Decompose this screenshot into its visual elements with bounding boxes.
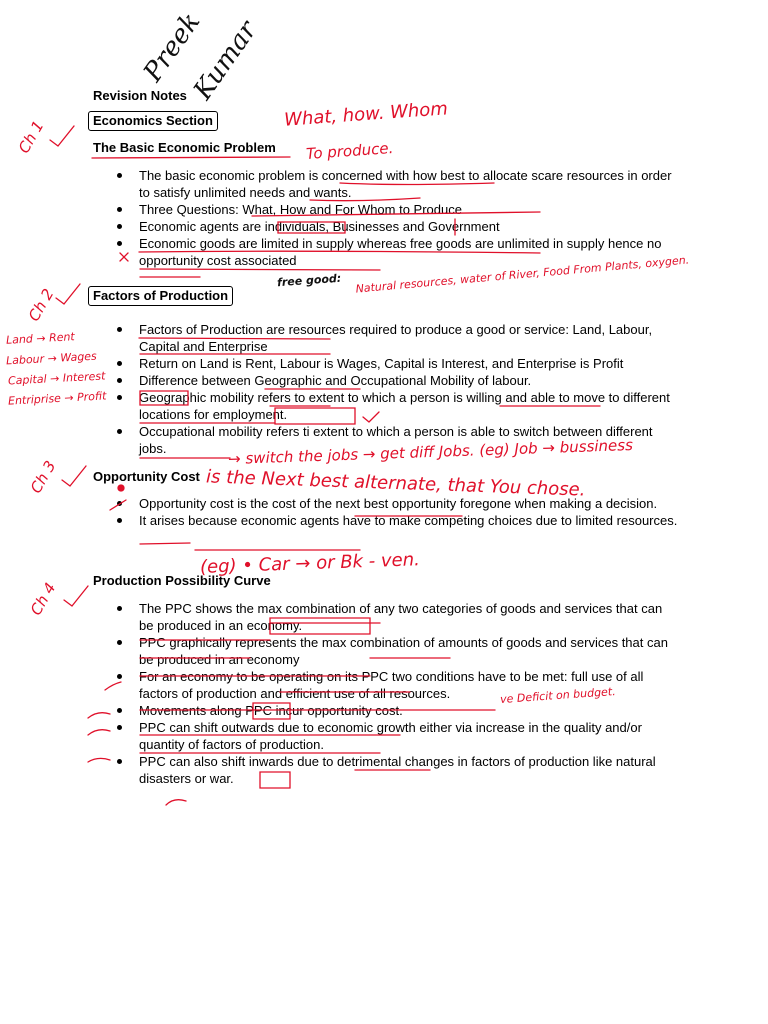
ppc-heading: Production Possibility Curve <box>93 573 271 588</box>
signature-last: Kumar <box>188 15 264 106</box>
annotation-switch-jobs: → switch the jobs → get diff Jobs. (eg) Job → bussiness <box>227 435 634 469</box>
annotation-ch1: Ch 1 <box>14 117 48 157</box>
list-item: Movements along PPC incur opportunity cost. <box>139 702 679 719</box>
list-item: Economic agents are individuals, Businesses and Government <box>139 218 679 235</box>
list-item: PPC graphically represents the max combination of amounts of goods and services that can be produced in an economy <box>139 634 679 668</box>
list-item: For an economy to be operating on its PPC two conditions have to be met: full use of all factors of production and efficient use of all resources. <box>139 668 679 702</box>
annotation-eg-car-bike: (eg) • Car → or Bk - ven. <box>199 549 421 578</box>
annotation-enterprise-profit: Entriprise → Profit <box>7 389 107 408</box>
opportunity-cost-list <box>139 495 679 529</box>
annotation-free-good-label: free good: <box>276 271 342 290</box>
factors-heading: Factors of Production <box>88 286 233 306</box>
list-item: The PPC shows the max combination of any two categories of goods and services that can be produced in an economy. <box>139 600 679 634</box>
list-item: It arises because economic agents have to make competing choices due to limited resources. <box>139 513 678 528</box>
list-item: Economic goods are limited in supply whereas free goods are unlimited in supply hence no opportunity cost associated <box>139 235 679 269</box>
annotation-free-good-examples: Natural resources, water of River, Food From Plants, oxygen. <box>355 253 690 296</box>
annotation-ch3: Ch 3 <box>26 457 60 497</box>
annotation-labour-wages: Labour → Wages <box>5 349 98 368</box>
basic-problem-list <box>139 167 679 269</box>
revision-notes-title: Revision Notes <box>93 88 187 103</box>
annotation-to-produce: To produce. <box>305 138 394 164</box>
list-item: PPC can also shift inwards due to detrimental changes in factors of production like natural disasters or war. <box>139 753 679 787</box>
list-item: PPC can shift outwards due to economic growth either via increase in the quality and/or quantity of factors of production. <box>139 719 679 753</box>
list-item: Factors of Production are resources required to produce a good or service: Land, Labour, Capital and Enterprise <box>139 321 679 355</box>
annotation-what-how-whom: What, how. Whom <box>283 98 449 131</box>
list-item: The basic economic problem is concerned with how best to allocate scare resources in order to satisfy unlimited needs and wants. <box>139 167 679 201</box>
annotation-ch4: Ch 4 <box>26 579 60 619</box>
annotation-capital-interest: Capital → Interest <box>7 369 106 388</box>
annotation-next-best: is the Next best alternate, that You chose. <box>205 466 586 501</box>
list-item: Return on Land is Rent, Labour is Wages, Capital is Interest, and Enterprise is Profit <box>139 355 679 372</box>
economics-section-heading: Economics Section <box>88 111 218 131</box>
list-item: Opportunity cost is the cost of the next best opportunity foregone when making a decision. <box>139 495 679 512</box>
annotation-deficit-budget: ve Deficit on budget. <box>499 684 617 707</box>
basic-problem-heading: The Basic Economic Problem <box>93 140 276 155</box>
list-item: Occupational mobility refers ti extent to which a person is able to switch between different jobs. <box>139 423 679 457</box>
annotation-land-rent: Land → Rent <box>5 330 76 347</box>
signature-first: Preek <box>138 7 207 88</box>
list-item: Three Questions: What, How and For Whom to Produce <box>139 201 679 218</box>
list-item: Difference between Geographic and Occupational Mobility of labour. <box>139 372 679 389</box>
opportunity-cost-heading: Opportunity Cost <box>93 469 200 484</box>
list-item: Geographic mobility refers to extent to which a person is willing and able to move to different locations for employment. <box>139 389 679 423</box>
annotation-ch2: Ch 2 <box>24 285 58 325</box>
